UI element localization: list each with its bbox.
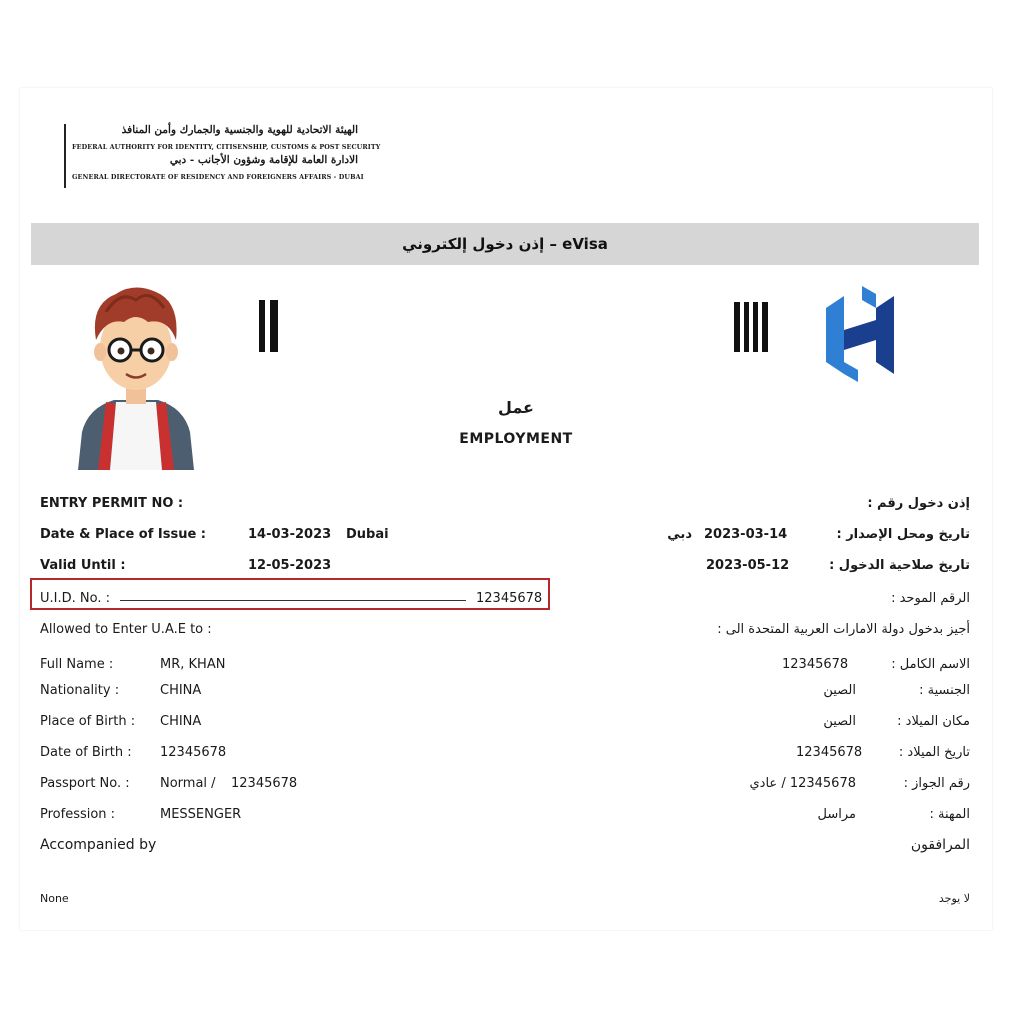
dob-value: 12345678: [160, 745, 227, 760]
issue-date: 14-03-2023: [248, 527, 332, 542]
passport-label: Passport No. :: [40, 776, 130, 791]
valid-label-ar: تاريخ صلاحية الدخول :: [829, 558, 970, 573]
issue-place-ar: دبي: [667, 527, 692, 542]
nationality-value: CHINA: [160, 683, 202, 698]
dob-label-ar: تاريخ الميلاد :: [898, 745, 970, 760]
banner-title: إذن دخول إلكتروني – eVisa: [402, 235, 608, 253]
valid-date: 12-05-2023: [248, 558, 332, 573]
accompanied-value-ar: لا يوجد: [938, 892, 970, 905]
uid-label: U.I.D. No. :: [40, 591, 110, 606]
accompanied-value: None: [40, 892, 69, 905]
full-name-label: Full Name :: [40, 657, 114, 672]
h-logo-icon: [822, 286, 898, 386]
uid-line: [120, 600, 466, 601]
evisa-banner: [31, 223, 979, 265]
nationality-label: Nationality :: [40, 683, 120, 698]
passport-value-ar: 12345678 / عادي: [749, 776, 856, 791]
full-name-value: MR, KHAN: [160, 657, 226, 672]
birth-place-label: Place of Birth :: [40, 714, 136, 729]
dob-label: Date of Birth :: [40, 745, 132, 760]
issue-date-ar: 2023-03-14: [704, 527, 788, 542]
authority-arabic-line2: الادارة العامة للإقامة وشؤون الأجانب - دبي: [169, 154, 358, 166]
birth-place-value: CHINA: [160, 714, 202, 729]
nationality-value-ar: الصين: [823, 683, 856, 698]
authority-arabic-line1: الهيئة الاتحادية للهوية والجنسية والجمارك وأمن المنافذ: [121, 124, 358, 136]
entry-permit-label: ENTRY PERMIT NO :: [40, 496, 184, 511]
issue-place: Dubai: [346, 527, 389, 542]
uid-label-ar: الرقم الموحد :: [891, 591, 970, 606]
birth-place-value-ar: الصين: [823, 714, 856, 729]
profession-value: MESSENGER: [160, 807, 242, 822]
valid-date-ar: 2023-05-12: [706, 558, 790, 573]
profession-label-ar: المهنة :: [929, 807, 970, 822]
permit-type-english: EMPLOYMENT: [459, 431, 573, 447]
applicant-photo-avatar: [76, 282, 196, 470]
uid-value: 12345678: [476, 591, 543, 606]
passport-type: Normal /: [160, 776, 216, 791]
profession-value-ar: مراسل: [817, 807, 856, 822]
full-name-label-ar: الاسم الكامل :: [891, 657, 970, 672]
passport-number: 12345678: [231, 776, 298, 791]
full-name-value-ar: 12345678: [782, 657, 849, 672]
accompanied-label-ar: المرافقون: [910, 837, 970, 853]
profession-label: Profession :: [40, 807, 116, 822]
accompanied-label: Accompanied by: [40, 837, 157, 853]
authority-header: [64, 120, 381, 192]
birth-place-label-ar: مكان الميلاد :: [897, 714, 970, 729]
authority-english-line2: GENERAL DIRECTORATE OF RESIDENCY AND FOREIGNERS AFFAIRS - DUBAI: [72, 173, 364, 181]
barcode-right-icon: [734, 302, 768, 352]
passport-label-ar: رقم الجواز :: [903, 776, 970, 791]
authority-english-line1: FEDERAL AUTHORITY FOR IDENTITY, CITISENSHIP, CUSTOMS & POST SECURITY: [72, 143, 381, 151]
permit-type-arabic: عمل: [498, 398, 534, 417]
issue-label-ar: تاريخ ومحل الإصدار :: [836, 527, 970, 542]
allowed-label: Allowed to Enter U.A.E to :: [40, 622, 212, 637]
dob-value-ar: 12345678: [796, 745, 863, 760]
issue-label: Date & Place of Issue :: [40, 527, 207, 542]
entry-permit-label-ar: إذن دخول رقم :: [867, 496, 970, 511]
allowed-label-ar: أجيز بدخول دولة الامارات العربية المتحدة الى :: [717, 622, 970, 637]
barcode-left-icon: [258, 300, 280, 352]
header-rule: [64, 124, 66, 188]
valid-label: Valid Until :: [40, 558, 126, 573]
nationality-label-ar: الجنسية :: [919, 683, 970, 698]
